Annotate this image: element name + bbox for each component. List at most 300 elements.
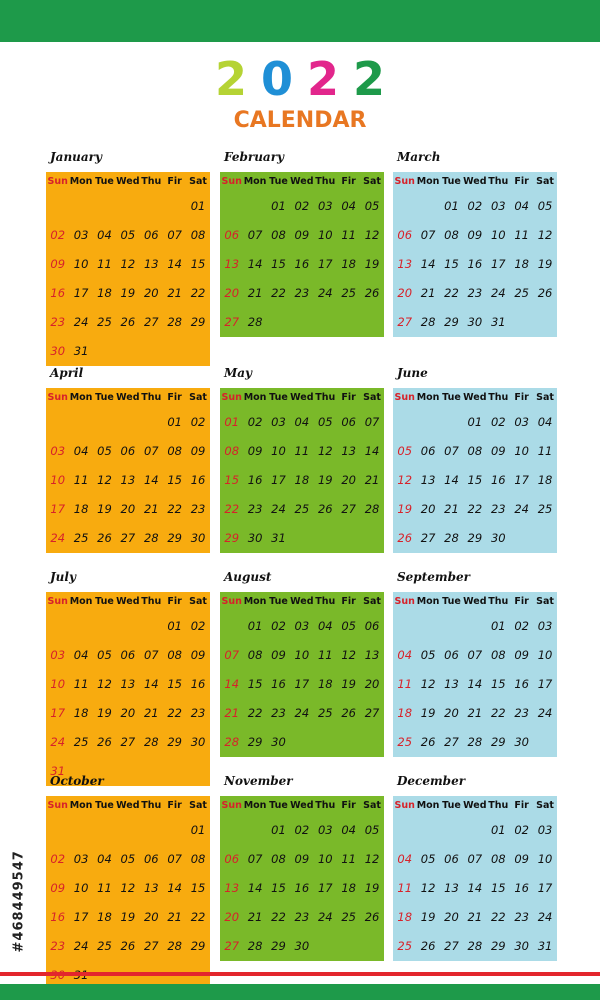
day-cell: 01 xyxy=(467,415,483,429)
day-cell: 18 xyxy=(317,677,333,691)
month-name: November xyxy=(224,774,293,788)
day-cell xyxy=(416,192,439,221)
day-cell: 14 xyxy=(167,257,182,271)
day-cell xyxy=(140,408,163,437)
day-cell: 25 xyxy=(514,286,529,300)
day-cell xyxy=(220,816,243,845)
month-name: September xyxy=(397,570,470,584)
day-cell xyxy=(116,408,139,437)
day-cell: 24 xyxy=(73,939,89,953)
day-cell xyxy=(533,308,556,337)
weekday-label: Thu xyxy=(141,392,162,403)
day-cell: 15 xyxy=(247,677,263,691)
week-row xyxy=(220,192,384,221)
day-cell: 05 xyxy=(364,823,380,837)
top-green-band xyxy=(0,0,600,42)
day-cell: 15 xyxy=(444,257,459,271)
day-cell: 05 xyxy=(97,648,112,662)
weekday-label: Mon xyxy=(69,176,93,187)
day-cell: 22 xyxy=(167,706,182,720)
day-cell xyxy=(116,192,139,221)
day-cell: 08 xyxy=(444,228,459,242)
day-cell: 22 xyxy=(271,286,286,300)
day-cell: 05 xyxy=(397,444,413,458)
day-cell: 24 xyxy=(50,735,66,749)
day-cell: 05 xyxy=(341,619,356,633)
day-cell: 07 xyxy=(167,852,182,866)
weekday-label: Tue xyxy=(442,800,461,811)
week-row xyxy=(393,816,557,845)
day-cell: 06 xyxy=(120,648,136,662)
day-cell: 03 xyxy=(537,619,553,633)
day-cell: 14 xyxy=(167,881,182,895)
day-cell: 19 xyxy=(97,706,112,720)
day-cell: 21 xyxy=(167,910,182,924)
day-cell: 28 xyxy=(167,315,182,329)
day-cell: 01 xyxy=(444,199,459,213)
day-cell xyxy=(140,612,163,641)
day-cell xyxy=(314,308,337,337)
day-cell: 19 xyxy=(397,502,413,516)
day-cell: 01 xyxy=(224,415,240,429)
day-cell: 22 xyxy=(444,286,459,300)
weekday-label: Wed xyxy=(290,392,314,403)
day-cell: 06 xyxy=(444,648,459,662)
day-cell: 11 xyxy=(294,444,310,458)
day-cell: 05 xyxy=(317,415,333,429)
week-row xyxy=(220,903,384,932)
day-cell xyxy=(46,192,69,221)
weekday-label: Sat xyxy=(536,596,554,607)
day-cell xyxy=(93,612,116,641)
week-row xyxy=(393,903,557,932)
day-cell xyxy=(140,337,163,366)
day-cell: 25 xyxy=(97,939,112,953)
day-cell: 11 xyxy=(397,677,413,691)
day-cell: 21 xyxy=(224,706,240,720)
day-cell: 21 xyxy=(467,706,483,720)
day-cell: 09 xyxy=(50,257,66,271)
week-row xyxy=(220,845,384,874)
day-cell xyxy=(463,612,486,641)
day-cell: 12 xyxy=(420,881,436,895)
day-cell xyxy=(360,932,383,961)
day-cell: 16 xyxy=(271,677,286,691)
day-cell: 08 xyxy=(190,852,206,866)
day-cell: 09 xyxy=(490,444,506,458)
day-cell: 05 xyxy=(120,228,136,242)
day-cell: 25 xyxy=(341,910,356,924)
month-name: August xyxy=(224,570,272,584)
weekday-label: Mon xyxy=(416,176,440,187)
weekday-header xyxy=(46,388,210,408)
week-row xyxy=(46,250,210,279)
day-cell: 09 xyxy=(50,881,66,895)
day-cell: 09 xyxy=(294,852,310,866)
weekday-label: Thu xyxy=(141,800,162,811)
day-cell: 17 xyxy=(490,257,506,271)
day-cell: 09 xyxy=(514,852,529,866)
weekday-label: Mon xyxy=(416,800,440,811)
day-cell: 02 xyxy=(467,199,483,213)
week-row xyxy=(393,845,557,874)
week-row xyxy=(393,728,557,757)
day-cell: 28 xyxy=(224,735,240,749)
day-cell: 01 xyxy=(271,823,286,837)
day-cell xyxy=(440,816,463,845)
day-cell: 30 xyxy=(514,735,529,749)
day-cell: 01 xyxy=(247,619,263,633)
day-cell: 25 xyxy=(397,939,413,953)
day-cell: 03 xyxy=(50,444,66,458)
day-cell: 16 xyxy=(514,881,529,895)
day-cell: 06 xyxy=(224,852,240,866)
day-cell: 08 xyxy=(247,648,263,662)
weekday-label: Tue xyxy=(269,800,288,811)
day-cell: 10 xyxy=(514,444,529,458)
day-cell: 25 xyxy=(317,706,333,720)
day-cell: 29 xyxy=(190,315,206,329)
day-cell: 30 xyxy=(190,531,206,545)
day-cell: 22 xyxy=(467,502,483,516)
day-cell: 12 xyxy=(97,473,112,487)
day-cell: 26 xyxy=(364,286,380,300)
day-cell: 30 xyxy=(467,315,483,329)
weekday-label: Wed xyxy=(463,176,487,187)
month-grid xyxy=(46,592,210,786)
day-cell xyxy=(163,337,186,366)
day-cell: 05 xyxy=(364,199,380,213)
day-cell: 02 xyxy=(490,415,506,429)
day-cell: 31 xyxy=(271,531,286,545)
weekday-label: Sat xyxy=(536,800,554,811)
day-cell xyxy=(337,308,360,337)
day-cell: 02 xyxy=(294,199,310,213)
week-row xyxy=(393,524,557,553)
month-grid xyxy=(46,388,210,553)
week-row xyxy=(46,466,210,495)
day-cell: 16 xyxy=(247,473,263,487)
day-cell xyxy=(243,192,266,221)
week-row xyxy=(46,337,210,366)
day-cell: 06 xyxy=(341,415,356,429)
weekday-label: Tue xyxy=(269,176,288,187)
weekday-header xyxy=(220,592,384,612)
week-row xyxy=(46,699,210,728)
day-cell: 26 xyxy=(397,531,413,545)
day-cell xyxy=(533,728,556,757)
day-cell: 04 xyxy=(397,648,413,662)
day-cell: 11 xyxy=(514,228,529,242)
day-cell: 18 xyxy=(73,706,89,720)
day-cell: 29 xyxy=(271,939,286,953)
day-cell: 26 xyxy=(97,531,112,545)
weekday-label: Sat xyxy=(536,392,554,403)
day-cell xyxy=(93,192,116,221)
day-cell: 12 xyxy=(120,881,136,895)
day-cell: 26 xyxy=(364,910,380,924)
day-cell: 19 xyxy=(120,286,136,300)
weekday-header xyxy=(393,592,557,612)
weekday-header xyxy=(46,796,210,816)
day-cell: 10 xyxy=(537,648,553,662)
day-cell xyxy=(140,757,163,786)
day-cell: 25 xyxy=(341,286,356,300)
day-cell: 11 xyxy=(317,648,333,662)
day-cell: 13 xyxy=(143,881,159,895)
weekday-label: Tue xyxy=(442,392,461,403)
day-cell: 01 xyxy=(167,415,182,429)
week-row xyxy=(393,437,557,466)
day-cell: 12 xyxy=(97,677,112,691)
weekday-label: Sat xyxy=(536,176,554,187)
month-name: June xyxy=(397,366,428,380)
day-cell: 28 xyxy=(420,315,436,329)
day-cell: 03 xyxy=(73,228,89,242)
week-row xyxy=(46,874,210,903)
week-row xyxy=(393,221,557,250)
day-cell: 28 xyxy=(444,531,459,545)
day-cell xyxy=(116,337,139,366)
day-cell: 13 xyxy=(224,881,240,895)
day-cell: 02 xyxy=(271,619,286,633)
day-cell: 20 xyxy=(120,502,136,516)
month-name: May xyxy=(224,366,253,380)
day-cell: 17 xyxy=(50,502,66,516)
week-row xyxy=(393,308,557,337)
weekday-label: Wed xyxy=(463,800,487,811)
day-cell: 17 xyxy=(317,881,333,895)
day-cell: 26 xyxy=(341,706,356,720)
week-row xyxy=(220,524,384,553)
day-cell: 24 xyxy=(317,286,333,300)
weekday-label: Sun xyxy=(394,392,415,403)
day-cell xyxy=(186,757,209,786)
day-cell: 24 xyxy=(271,502,286,516)
weekday-label: Sun xyxy=(221,392,242,403)
weekday-label: Fir xyxy=(167,596,182,607)
day-cell xyxy=(69,408,92,437)
day-cell: 14 xyxy=(247,257,263,271)
day-cell xyxy=(267,308,290,337)
day-cell: 25 xyxy=(294,502,310,516)
month-name: October xyxy=(50,774,104,788)
month-grid xyxy=(393,172,557,337)
week-row xyxy=(393,250,557,279)
day-cell: 23 xyxy=(490,502,506,516)
month-name: December xyxy=(397,774,466,788)
day-cell: 04 xyxy=(294,415,310,429)
weekday-header xyxy=(46,592,210,612)
day-cell: 19 xyxy=(537,257,553,271)
day-cell: 03 xyxy=(317,199,333,213)
day-cell: 20 xyxy=(397,286,413,300)
day-cell: 11 xyxy=(97,257,112,271)
day-cell: 11 xyxy=(397,881,413,895)
day-cell: 10 xyxy=(294,648,310,662)
day-cell: 25 xyxy=(73,735,89,749)
day-cell xyxy=(93,337,116,366)
weekday-label: Tue xyxy=(269,392,288,403)
day-cell: 14 xyxy=(224,677,240,691)
week-row xyxy=(393,699,557,728)
day-cell: 29 xyxy=(167,735,182,749)
month-name: January xyxy=(50,150,102,164)
weekday-header xyxy=(393,388,557,408)
day-cell: 19 xyxy=(120,910,136,924)
day-cell: 31 xyxy=(490,315,506,329)
weekday-label: Wed xyxy=(463,596,487,607)
day-cell: 25 xyxy=(97,315,112,329)
weekday-header xyxy=(393,796,557,816)
day-cell: 07 xyxy=(224,648,240,662)
day-cell: 04 xyxy=(97,228,112,242)
watermark-text: #468449547 xyxy=(11,850,27,953)
day-cell: 23 xyxy=(190,502,206,516)
day-cell xyxy=(440,408,463,437)
weekday-label: Mon xyxy=(416,392,440,403)
day-cell xyxy=(510,308,533,337)
weekday-label: Fir xyxy=(341,596,356,607)
weekday-label: Sat xyxy=(189,176,207,187)
day-cell: 03 xyxy=(537,823,553,837)
day-cell: 08 xyxy=(271,852,286,866)
day-cell xyxy=(440,612,463,641)
day-cell: 04 xyxy=(537,415,553,429)
day-cell: 01 xyxy=(490,619,506,633)
day-cell: 14 xyxy=(143,473,159,487)
day-cell: 10 xyxy=(490,228,506,242)
day-cell: 11 xyxy=(537,444,553,458)
day-cell xyxy=(46,612,69,641)
day-cell: 04 xyxy=(341,823,356,837)
week-row xyxy=(46,524,210,553)
day-cell xyxy=(243,816,266,845)
day-cell: 29 xyxy=(444,315,459,329)
weekday-label: Sat xyxy=(189,596,207,607)
day-cell: 24 xyxy=(490,286,506,300)
day-cell: 17 xyxy=(271,473,286,487)
day-cell: 26 xyxy=(120,939,136,953)
day-cell: 04 xyxy=(97,852,112,866)
day-cell xyxy=(314,728,337,757)
day-cell: 24 xyxy=(514,502,529,516)
day-cell: 13 xyxy=(143,257,159,271)
day-cell: 02 xyxy=(50,228,66,242)
week-row xyxy=(46,612,210,641)
day-cell: 21 xyxy=(420,286,436,300)
day-cell: 01 xyxy=(190,823,206,837)
day-cell: 23 xyxy=(50,939,66,953)
weekday-label: Sun xyxy=(47,800,68,811)
day-cell: 31 xyxy=(50,764,66,778)
day-cell: 01 xyxy=(167,619,182,633)
weekday-label: Mon xyxy=(243,176,267,187)
day-cell: 15 xyxy=(271,257,286,271)
week-row xyxy=(220,308,384,337)
day-cell: 15 xyxy=(271,881,286,895)
weekday-header xyxy=(220,796,384,816)
day-cell: 28 xyxy=(167,939,182,953)
day-cell: 19 xyxy=(420,706,436,720)
weekday-label: Sun xyxy=(394,176,415,187)
day-cell: 18 xyxy=(397,910,413,924)
day-cell: 31 xyxy=(537,939,553,953)
day-cell: 28 xyxy=(467,939,483,953)
day-cell: 09 xyxy=(514,648,529,662)
weekday-label: Sat xyxy=(363,800,381,811)
day-cell: 14 xyxy=(247,881,263,895)
day-cell: 02 xyxy=(514,823,529,837)
day-cell: 26 xyxy=(97,735,112,749)
day-cell xyxy=(510,524,533,553)
month-grid xyxy=(220,592,384,757)
weekday-label: Thu xyxy=(488,176,509,187)
day-cell: 16 xyxy=(190,677,206,691)
day-cell: 04 xyxy=(73,444,89,458)
day-cell: 13 xyxy=(120,677,136,691)
day-cell: 19 xyxy=(364,881,380,895)
weekday-label: Wed xyxy=(116,392,140,403)
day-cell: 21 xyxy=(143,502,159,516)
day-cell: 21 xyxy=(444,502,459,516)
week-row xyxy=(46,816,210,845)
day-cell: 14 xyxy=(467,881,483,895)
day-cell: 29 xyxy=(190,939,206,953)
day-cell xyxy=(186,337,209,366)
day-cell: 18 xyxy=(341,881,356,895)
weekday-label: Mon xyxy=(416,596,440,607)
day-cell: 20 xyxy=(364,677,380,691)
day-cell: 01 xyxy=(490,823,506,837)
day-cell: 18 xyxy=(97,910,112,924)
day-cell: 11 xyxy=(341,852,356,866)
day-cell: 06 xyxy=(364,619,380,633)
day-cell: 26 xyxy=(420,735,436,749)
day-cell: 06 xyxy=(444,852,459,866)
day-cell: 29 xyxy=(490,735,506,749)
weekday-label: Thu xyxy=(488,596,509,607)
day-cell: 07 xyxy=(467,648,483,662)
weekday-label: Wed xyxy=(116,596,140,607)
day-cell: 07 xyxy=(420,228,436,242)
day-cell: 07 xyxy=(167,228,182,242)
day-cell: 28 xyxy=(143,735,159,749)
weekday-label: Fir xyxy=(341,392,356,403)
day-cell: 22 xyxy=(490,910,506,924)
month-grid xyxy=(393,796,557,961)
day-cell: 02 xyxy=(50,852,66,866)
weekday-label: Sun xyxy=(394,800,415,811)
week-row xyxy=(393,408,557,437)
day-cell: 20 xyxy=(341,473,356,487)
day-cell xyxy=(337,524,360,553)
day-cell: 09 xyxy=(271,648,286,662)
day-cell: 09 xyxy=(247,444,263,458)
day-cell: 15 xyxy=(167,677,182,691)
day-cell: 03 xyxy=(50,648,66,662)
day-cell: 24 xyxy=(73,315,89,329)
day-cell: 03 xyxy=(490,199,506,213)
day-cell xyxy=(46,408,69,437)
day-cell xyxy=(220,192,243,221)
day-cell: 12 xyxy=(341,648,356,662)
day-cell: 21 xyxy=(247,286,263,300)
weekday-label: Tue xyxy=(442,596,461,607)
day-cell: 09 xyxy=(190,648,206,662)
day-cell: 02 xyxy=(190,415,206,429)
week-row xyxy=(220,932,384,961)
